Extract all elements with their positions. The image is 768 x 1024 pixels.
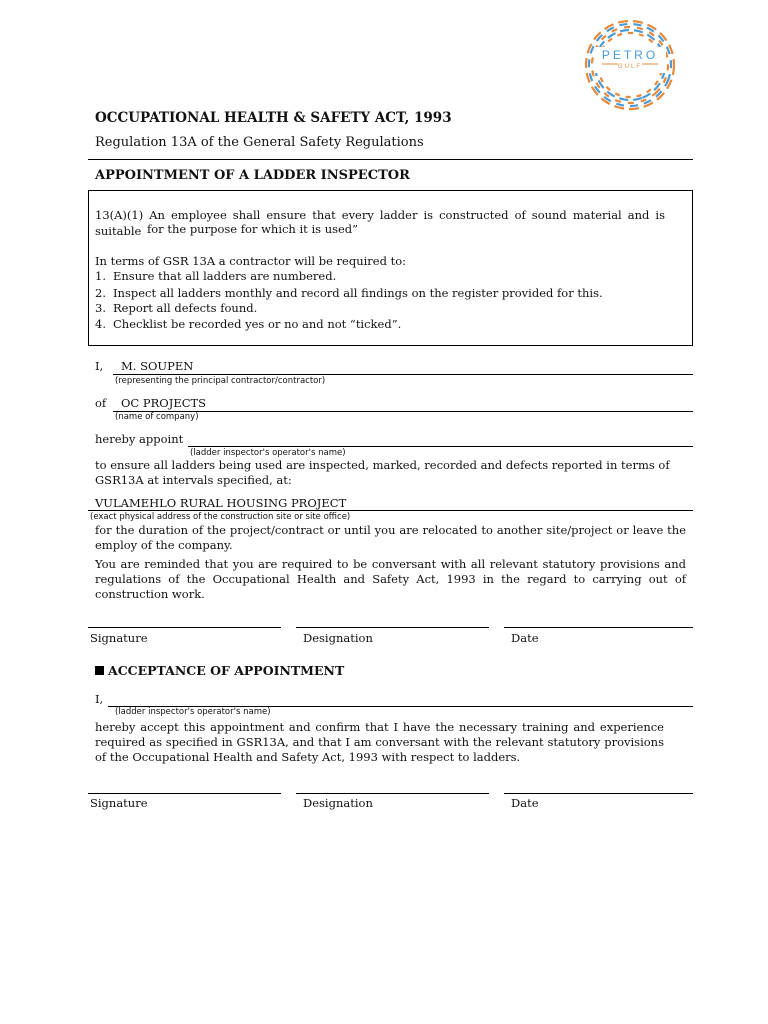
inspector-name-field[interactable]	[188, 431, 693, 447]
date-label: Date	[511, 631, 539, 645]
acceptance-title	[95, 663, 344, 678]
contractor-name-value: M. SOUPEN	[121, 359, 194, 373]
square-bullet-icon	[95, 666, 104, 675]
appoint-label: hereby appoint	[95, 432, 184, 446]
acceptance-name-field[interactable]	[108, 691, 693, 707]
regulation-clause: 13(A)(1) An employee shall ensure that every ladder is constructed of sound material and is suitable	[95, 208, 665, 238]
duration-text: for the duration of the project/contract or until you are relocated to another site/project or leave the employ of the company.	[95, 523, 686, 552]
acceptance-designation-label: Designation	[303, 796, 373, 810]
appointment-title: APPOINTMENT OF A LADDER INSPECTOR	[95, 168, 410, 183]
item-text: Inspect all ladders monthly and record all findings on the register provided for this.	[113, 286, 603, 300]
date-line[interactable]	[504, 627, 693, 628]
acceptance-caption: (ladder inspector's operator's name)	[115, 707, 271, 717]
inspector-caption: (ladder inspector's operator's name)	[190, 448, 346, 458]
act-title: OCCUPATIONAL HEALTH & SAFETY ACT, 1993	[95, 110, 452, 126]
logo-text-gulf: GULF	[617, 64, 643, 70]
item-number: 2.	[95, 286, 106, 300]
item-number: 3.	[95, 301, 106, 315]
site-address-value: VULAMEHLO RURAL HOUSING PROJECT	[95, 496, 347, 510]
i-label: I,	[95, 359, 104, 373]
petro-gulf-logo	[580, 15, 680, 115]
company-name-field[interactable]	[113, 395, 693, 412]
acceptance-signature-label: Signature	[90, 796, 148, 810]
item-text: Checklist be recorded yes or no and not “ticked”.	[113, 317, 402, 331]
requirement-item	[95, 317, 401, 331]
acceptance-date-line[interactable]	[504, 793, 693, 794]
company-caption: (name of company)	[115, 412, 199, 422]
acceptance-text: hereby accept this appointment and confirm that I have the necessary training and experience required as specified in GSR13A, and that I am conversant with the relevant statutory provisions of the Occupational Health and Safety Act, 1993 with respect to ladders.	[95, 720, 664, 764]
item-number: 4.	[95, 317, 106, 331]
requirement-item	[95, 269, 336, 283]
contractor-caption: (representing the principal contractor/contractor)	[115, 376, 326, 386]
ensure-text: to ensure all ladders being used are inspected, marked, recorded and defects reported in terms of GSR13A at intervals specified, at:	[95, 458, 670, 487]
item-text: Ensure that all ladders are numbered.	[113, 269, 337, 283]
site-caption: (exact physical address of the construction site or site office)	[90, 512, 351, 522]
acceptance-designation-line[interactable]	[296, 793, 489, 794]
acceptance-signature-line[interactable]	[88, 793, 281, 794]
acceptance-title-text: ACCEPTANCE OF APPOINTMENT	[108, 663, 345, 678]
signature-label: Signature	[90, 631, 148, 645]
logo-text-petro: PETRO	[601, 48, 659, 62]
item-text: Report all defects found.	[113, 301, 258, 315]
regulation-intro: In terms of GSR 13A a contractor will be required to:	[95, 254, 407, 268]
of-label: of	[95, 396, 107, 410]
requirement-item	[95, 286, 603, 300]
requirement-item	[95, 301, 257, 315]
designation-label: Designation	[303, 631, 373, 645]
signature-line[interactable]	[88, 627, 281, 628]
acceptance-i-label: I,	[95, 692, 104, 706]
header-divider	[88, 159, 693, 160]
company-name-value: OC PROJECTS	[121, 396, 207, 410]
regulation-subtitle: Regulation 13A of the General Safety Regulations	[95, 135, 424, 150]
contractor-name-field[interactable]	[113, 358, 693, 375]
item-number: 1.	[95, 269, 106, 283]
regulation-clause-cont: for the purpose for which it is used”	[147, 222, 359, 236]
reminder-text: You are reminded that you are required to be conversant with all relevant statutory provisions and regulations of the Occupational Health and Safety Act, 1993 in the regard to carrying out of construction work.	[95, 557, 686, 601]
site-address-field[interactable]	[88, 495, 693, 511]
acceptance-date-label: Date	[511, 796, 539, 810]
designation-line[interactable]	[296, 627, 489, 628]
